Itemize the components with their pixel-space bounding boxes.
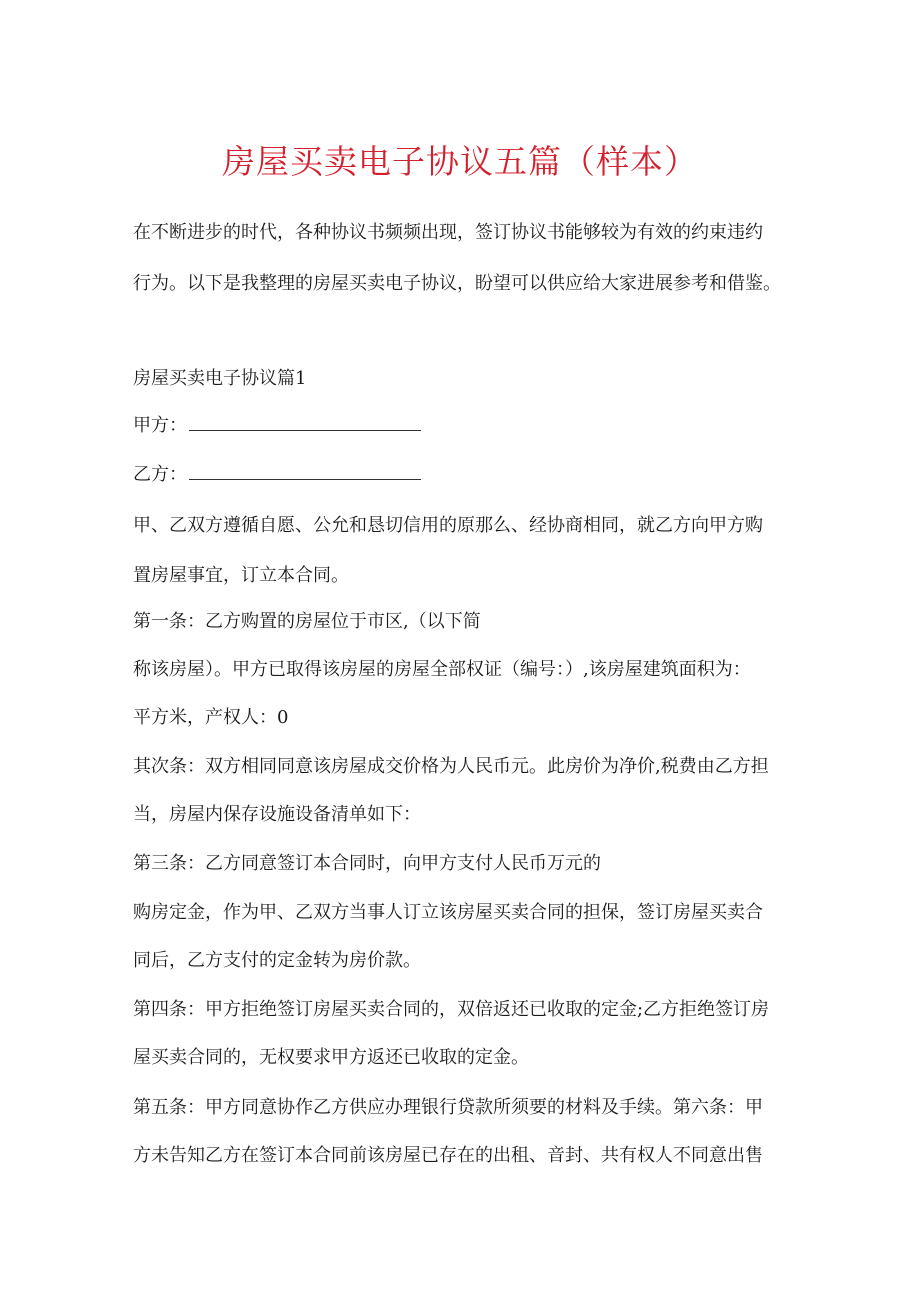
art3-line-2: 购房定金，作为甲、乙双方当事人订立该房屋买卖合同的担保，签订房屋买卖合 bbox=[133, 902, 763, 923]
art2-line-2: 当，房屋内保存设施设备清单如下： bbox=[133, 804, 421, 825]
party-b-blank bbox=[189, 465, 421, 480]
art5-line-2: 方未告知乙方在签订本合同前该房屋已存在的出租、音封、共有权人不同意出售 bbox=[133, 1145, 763, 1166]
para1-line-1: 甲、乙双方遵循自愿、公允和恳切信用的原那么、经协商相同，就乙方向甲方购 bbox=[133, 515, 763, 536]
party-a-row bbox=[133, 413, 793, 439]
para1-line-2: 置房屋事宜，订立本合同。 bbox=[133, 565, 349, 586]
art1-line-1: 第一条：乙方购置的房屋位于市区,（以下简 bbox=[133, 611, 481, 632]
party-a-blank bbox=[189, 416, 421, 431]
section-heading: 房屋买卖电子协议篇1 bbox=[133, 368, 307, 389]
document-title: 房屋买卖电子协议五篇（样本） bbox=[222, 142, 698, 181]
party-b-label: 乙方： bbox=[133, 464, 187, 485]
art4-line-2: 屋买卖合同的，无权要求甲方返还已收取的定金。 bbox=[133, 1047, 529, 1068]
intro-line-1: 在不断进步的时代，各种协议书频频出现，签订协议书能够较为有效的约束违约 bbox=[133, 222, 763, 243]
party-a-label: 甲方： bbox=[133, 415, 187, 436]
art3-line-3: 同后，乙方支付的定金转为房价款。 bbox=[133, 950, 421, 971]
art1-line-2: 称该房屋）。甲方已取得该房屋的房屋全部权证（编号：）,该房屋建筑面积为： bbox=[133, 659, 751, 680]
art4-line-1: 第四条：甲方拒绝签订房屋买卖合同的，双倍返还已收取的定金;乙方拒绝签订房 bbox=[133, 999, 770, 1020]
art5-line-1: 第五条：甲方同意协作乙方供应办理银行贷款所须要的材料及手续。第六条：甲 bbox=[133, 1097, 763, 1118]
intro-line-2: 行为。以下是我整理的房屋买卖电子协议，盼望可以供应给大家进展参考和借鉴。 bbox=[133, 273, 781, 294]
art2-line-1: 其次条：双方相同同意该房屋成交价格为人民币元。此房价为净价,税费由乙方担 bbox=[133, 756, 769, 777]
art1-line-3: 平方米，产权人：0 bbox=[133, 707, 289, 728]
art3-line-1: 第三条：乙方同意签订本合同时，向甲方支付人民币万元的 bbox=[133, 853, 601, 874]
party-b-row bbox=[133, 462, 793, 488]
